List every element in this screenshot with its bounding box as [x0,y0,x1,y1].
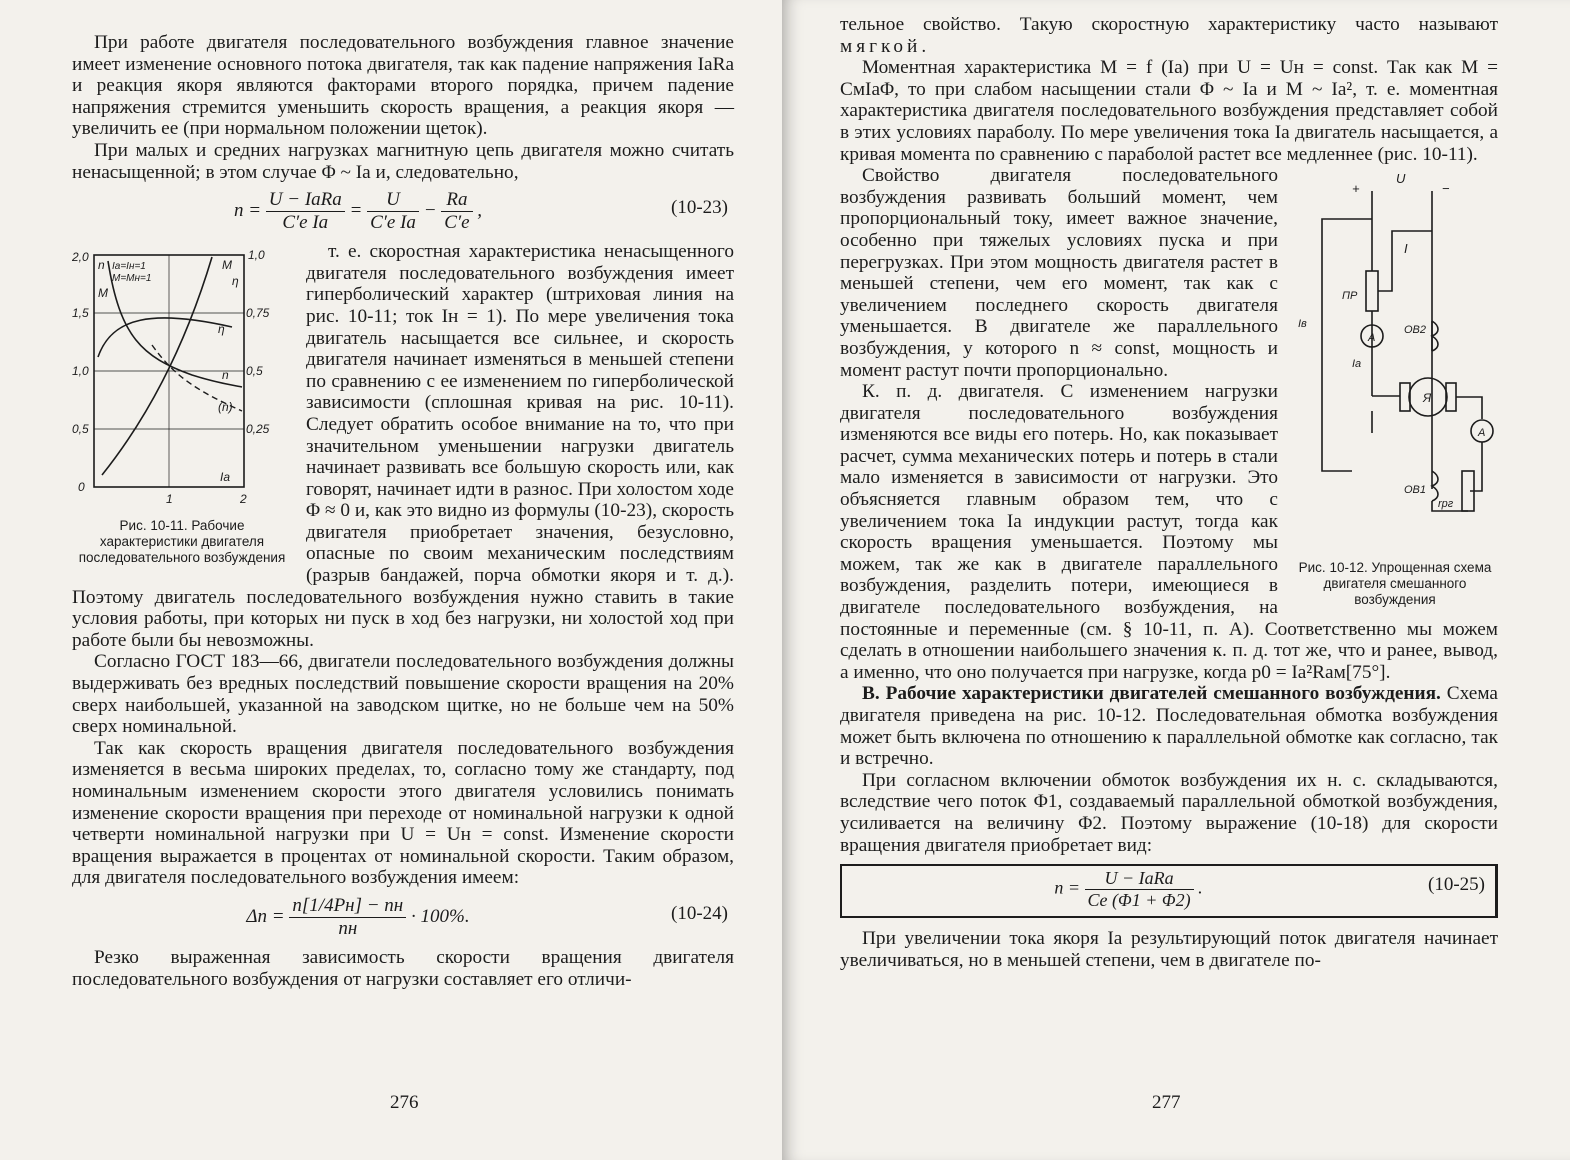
formula-numerator: n[1/4Pн] − nн [289,895,406,918]
y-right-tick: 0,75 [246,306,270,321]
y-left-tick: 0 [78,480,85,495]
paragraph: При увеличении тока якоря Ia результирующий поток двигателя начинает увеличиваться, но в меньшей степени, чем в двигателе по- [840,928,1498,971]
y-right-tick: 0,25 [246,422,270,437]
figure-10-11 [72,247,292,566]
page-number: 276 [390,1092,419,1113]
curve-label: η [232,274,239,289]
y-right-tick: 0,5 [246,364,263,379]
paragraph [840,683,1498,769]
paragraph: т. е. скоростная характеристика ненасыщенного двигателя последовательного возбуждения имеет гиперболический характер (штриховая линия на рис. 10-11; ток Iн = 1). По мере увеличения тока двигатель насыщается все сильнее, и скорость двигателя начинает изменяться в меньшей степени по сравнению с ее изменением по гиперболической зависимости (сплошная кривая на рис. 10-11). Следует обратить особое внимание на то, что при значительном уменьшении нагрузки двигатель начинает развивать все большую скорость или, как говорят, начинает идти в разнос. При холостом ходе Φ ≈ 0 и, как это видно из формулы (10-23), скорость двигателя приобретает значения, безусловно, опасные по своим механическим последствиям (разрыв бандажей, порча обмотки якоря и т. д.). Поэтому двигатель последовательного возбуждения нужно ставить в такие условия работы, при которых ни пуск в ход без нагрузки, ни холостой ход при работе были бы невозможны. [72,241,734,651]
figure-caption: Рис. 10-12. Упрощенная схема двигателя смешанного возбуждения [1298,560,1492,608]
formula-denominator: C′e Ia [282,212,329,234]
page-276 [0,0,782,1160]
spaced-word: мягкой. [840,35,931,57]
formula-number: (10-25) [1428,874,1485,896]
curve-label: M [222,258,232,273]
paragraph: Моментная характеристика M = f (Ia) при U = Uн = const. Так как M = CмIaΦ, то при слабом насыщении стали Φ ~ Ia и M ~ Ia², т. е. моментная характеристика двигателя последовательного возбуждения представляет собой в этих условиях параболу. По мере увеличения тока Ia двигатель насыщается, а кривая момента по сравнению с параболой растет все медленнее (рис. 10-11). [840,57,1498,165]
formula-denominator: C′e [444,212,470,234]
formula-tail: , [477,200,483,222]
paragraph: Так как скорость вращения двигателя последовательного возбуждения изменяется в весьма широких пределах, то, согласно тому же стандарту, под номинальным изменением скорости этого двигателя условились понимать изменение скорости вращения при переходе от номинальной нагрузки к одной четверти номинальной нагрузки при U = Uн = const. Изменение скорости вращения выражается в процентах от номинальной скорости. Таким образом, для двигателя последовательного возбуждения имеем: [72,737,734,889]
page-number: 277 [1152,1092,1181,1113]
formula-numerator: Ra [441,189,472,212]
formula-lhs: Δn = [246,905,285,927]
legend-text: M=Mн=1 [112,273,152,285]
y-left-tick: 0,5 [72,422,89,437]
y-left-tick: 2,0 [72,250,89,265]
terminal-plus: + [1352,181,1360,197]
formula-denominator: C′e Ia [370,212,416,234]
rheostat-label: ПР [1342,290,1358,303]
formula-10-23 [72,183,734,241]
formula-lhs: n = [233,200,262,222]
legend-text: Ia=Iн=1 [112,261,146,273]
curve-label: M [98,286,108,301]
page-277 [782,0,1570,1160]
axis-label: Ia [220,470,231,485]
paragraph: К. п. д. двигателя. С изменением нагрузки двигателя последовательного возбуждения изменяются все виды его потерь. Но, как показывает расчет, сумма механических потерь и потерь в стали мало изменяется в зависимости от нагрузки. Это объясняется главным образом тем, что с увеличением тока Ia индукции растут, тогда как скорость вращения уменьшается. Поэтому мы можем, так же как в двигателе параллельного возбуждения, разделить потери, имеющиеся в двигателе последовательного возбуждения, на постоянные и переменные (см. § 10-11, п. А). Соответственно мы можем сделать в отношении наибольшего значения к. п. д. тот же, что и ранее, вывод, а именно, что оно получается при нагрузке, когда p0 = Ia²Rам[75°]. [840,381,1498,683]
compound-motor-circuit-diagram [1292,171,1498,551]
formula-tail: . [1198,877,1203,898]
formula-number: (10-23) [671,197,728,219]
ammeter-label: A [1478,427,1486,440]
ammeter-label: A [1368,332,1376,345]
section-heading: В. Рабочие характеристики двигателей смешанного возбуждения. [862,683,1441,705]
paragraph: При малых и средних нагрузках магнитную цепь двигателя можно считать ненасыщенной; в этом случае Φ ~ Ia и, следовательно, [72,139,734,183]
current-label: Ia [1352,358,1362,371]
armature-label: Я [1423,391,1432,406]
current-label: I [1404,241,1408,257]
paragraph: Согласно ГОСТ 183—66, двигатели последовательного возбуждения должны выдерживать без вредных последствий повышение скорости вращения на 20% сверх наибольшей, указанной на заводском щитке, но не больше чем на 50% сверх номинальной. [72,651,734,738]
formula-lhs: n = [1054,877,1081,898]
paragraph: Свойство двигателя последовательного возбуждения развивать больший момент, чем пропорциональный току, имеет важное значение, особенно при тяжелых условиях пуска и при перегрузках. При этом мощность двигателя растет в меньшей степени, чем его момент, так как с увеличением последнего скорость двигателя уменьшается. В двигателе же параллельного возбуждения, у которого n ≈ const, мощность и момент растут почти пропорционально. [840,165,1278,381]
resistor-label: rрг [1438,498,1454,511]
current-label: Iв [1298,318,1307,331]
y-left-tick: 1,5 [72,306,89,321]
curve-label: n [98,258,105,273]
working-characteristics-chart [72,247,292,509]
y-left-tick: 1,0 [72,364,89,379]
y-right-tick: 1,0 [248,248,265,263]
formula-minus: − [423,200,437,222]
figure-caption: Рис. 10-11. Рабочие характеристики двигателя последовательного возбуждения [78,518,286,566]
paragraph [840,14,1498,57]
paragraph: При работе двигателя последовательного возбуждения главное значение имеет изменение основного потока двигателя, так как падение напряжения IaRa и реакция якоря являются факторами второго порядка, причем падение напряжения стремится уменьшить скорость вращения, а реакция якоря — увеличить ее (при нормальном положении щеток). [72,32,734,140]
formula-number: (10-24) [671,902,728,924]
formula-denominator: nн [338,917,358,939]
formula-tail: · 100%. [411,905,470,927]
curve-label: n [222,368,229,383]
formula-denominator: Ce (Φ1 + Φ2) [1087,890,1191,911]
winding-label: ОВ2 [1404,324,1427,337]
paragraph-text: тельное свойство. Такую скоростную характеристику часто называют [840,14,1498,35]
paragraph: Резко выраженная зависимость скорости вращения двигателя последовательного возбуждения от нагрузки составляет его отличи- [72,946,734,990]
formula-numerator: U [367,189,419,212]
formula-equals: = [349,200,363,222]
paragraph-text: Схема двигателя приведена на рис. 10-12. Последовательная обмотка возбуждения может быть включена по отношению к параллельной обмотке как согласно, так и встречно. [840,683,1498,770]
curve-label: η [218,322,225,337]
winding-label: ОВ1 [1404,484,1427,497]
formula-numerator: U − IaRa [266,189,345,212]
terminal-minus: − [1442,181,1450,197]
x-tick: 2 [240,492,247,507]
voltage-label: U [1396,171,1406,187]
formula-numerator: U − IaRa [1085,868,1194,890]
formula-10-24 [72,889,734,947]
figure-10-12 [1292,171,1498,608]
paragraph: При согласном включении обмоток возбуждения их н. с. складываются, вследствие чего поток Φ1, создаваемый параллельной обмоткой возбуждения, усиливается на величину Φ2. Поэтому выражение (10-18) для скорости вращения двигателя приобретает вид: [840,769,1498,856]
curve-label: (n) [218,400,233,415]
formula-10-25 [840,864,1498,918]
x-tick: 1 [166,492,173,507]
